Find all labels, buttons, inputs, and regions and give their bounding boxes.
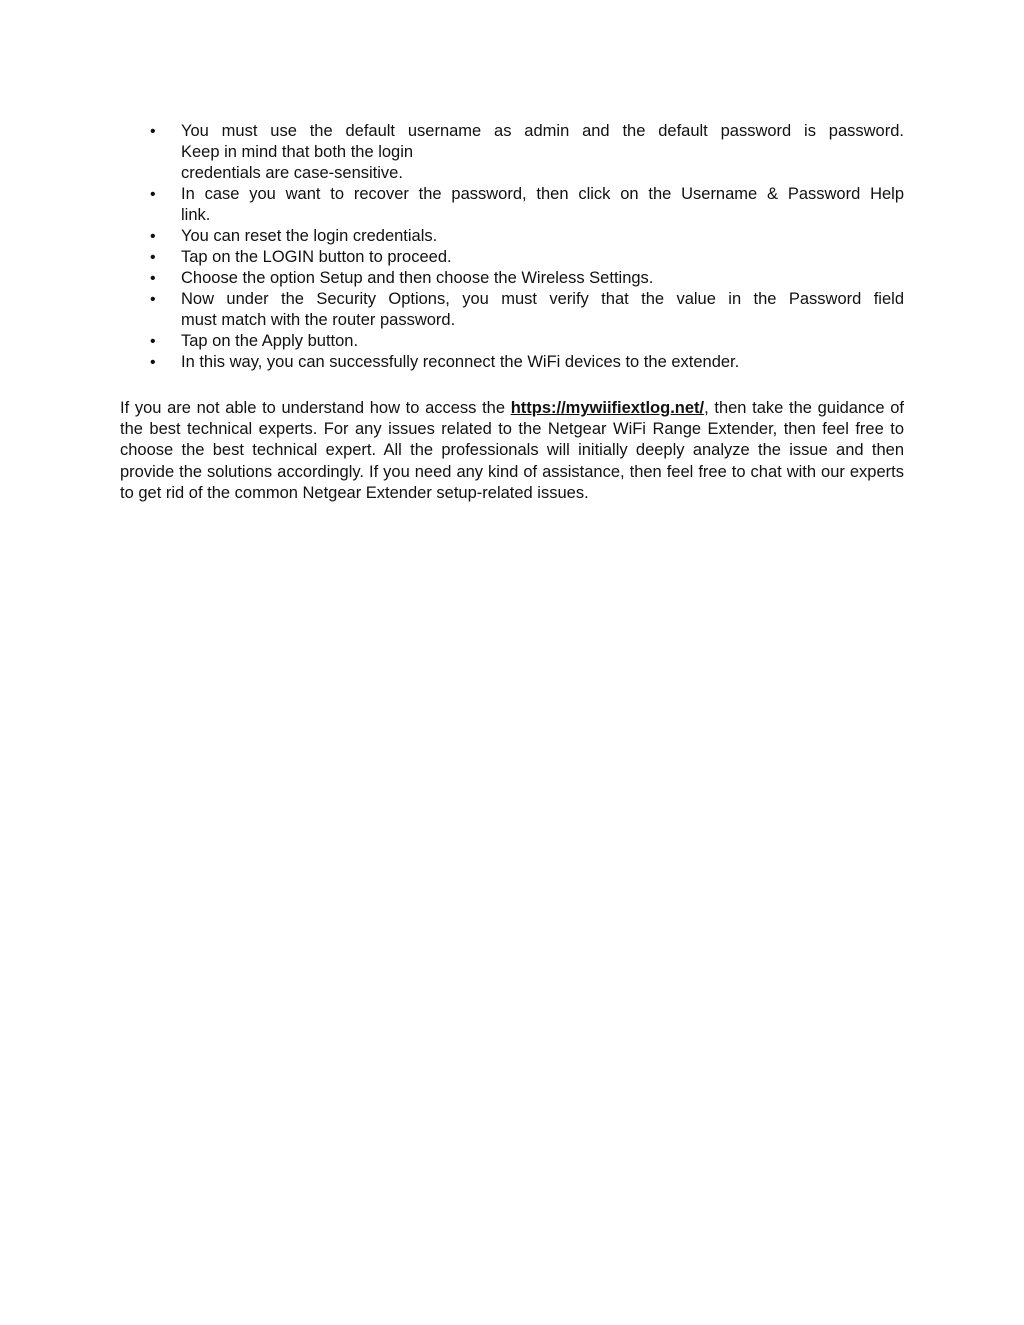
- bullet-icon: •: [150, 333, 156, 350]
- bullet-icon: •: [150, 354, 156, 371]
- bullet-icon: •: [150, 291, 156, 308]
- bullet-icon: •: [150, 123, 156, 140]
- list-item-line: credentials are case-sensitive.: [181, 164, 403, 182]
- website-link[interactable]: https://mywiifiextlog.net/: [510, 399, 705, 417]
- bullet-icon: •: [150, 186, 156, 203]
- list-item: [150, 184, 904, 226]
- list-item: [150, 268, 904, 289]
- list-item-line: Choose the option Setup and then choose the Wireless Settings.: [181, 269, 654, 287]
- list-item: [150, 289, 904, 331]
- list-item: [150, 247, 904, 268]
- list-item-line: Tap on the LOGIN button to proceed.: [181, 248, 452, 266]
- list-item: [150, 331, 904, 352]
- bullet-icon: •: [150, 228, 156, 245]
- list-item-line: Now under the Security Options, you must verify that the value in the Password field: [181, 290, 904, 308]
- bullet-icon: •: [150, 270, 156, 287]
- list-item-line: Tap on the Apply button.: [181, 332, 359, 350]
- list-item-line: In case you want to recover the password, then click on the Username & Password Help: [181, 185, 904, 203]
- list-item-line: Keep in mind that both the login: [181, 143, 414, 161]
- paragraph-text-after-link: , then take the guidance of the best technical experts. For any issues related to the Netgear WiFi Range Extender, then feel free to choose the best technical expert. All the professionals will initially deeply analyze the issue and then provide the solutions accordingly. If you need any kind of assistance, then feel free to chat with our experts to get rid of the common Netgear Extender setup-related issues.: [120, 399, 904, 502]
- list-item-line: You must use the default username as admin and the default password is password.: [181, 122, 904, 140]
- bullet-icon: •: [150, 249, 156, 266]
- list-item-line: must match with the router password.: [181, 311, 456, 329]
- list-item-line: link.: [181, 206, 211, 224]
- closing-paragraph: [120, 398, 904, 504]
- list-item-line: You can reset the login credentials.: [181, 227, 438, 245]
- list-item: [150, 226, 904, 247]
- list-item: [150, 352, 904, 373]
- paragraph-text-before-link: If you are not able to understand how to access the: [120, 399, 511, 417]
- list-item: [150, 121, 904, 184]
- instruction-list: [150, 121, 904, 373]
- list-item-line: In this way, you can successfully reconnect the WiFi devices to the extender.: [181, 353, 740, 371]
